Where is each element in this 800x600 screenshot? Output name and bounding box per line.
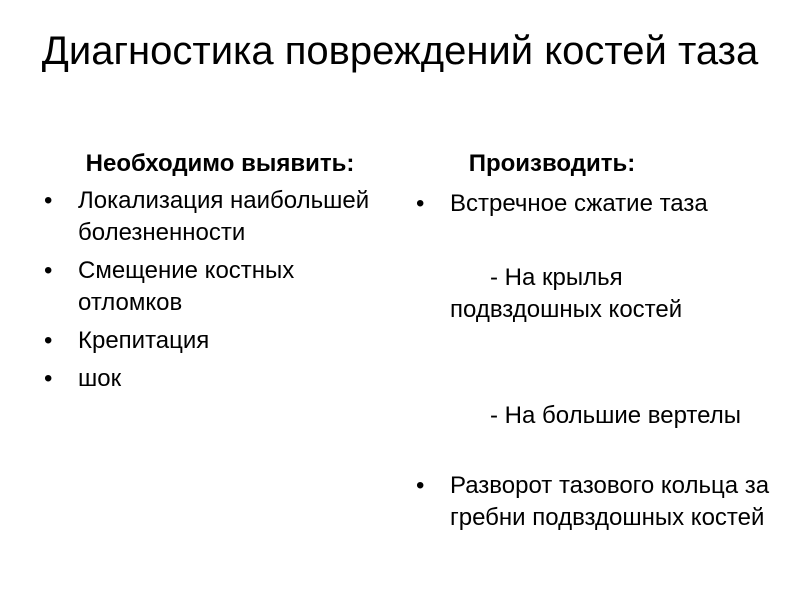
left-column-heading: Необходимо выявить: [85,150,355,177]
list-item-text: Встречное сжатие таза [450,190,708,217]
list-item-text: Крепитация [78,327,210,354]
bullet-icon: • [44,327,53,354]
left-bullet-list [40,185,380,395]
list-item [40,363,380,395]
list-item-text: шок [78,365,122,392]
list-item-text: Разворот тазового кольца за гребни подвздошных костей [450,472,770,531]
bullet-icon: • [416,472,425,499]
sub-item [412,230,772,358]
bullet-icon: • [44,257,53,284]
list-item-text: Смещение костных отломков [78,257,295,316]
sub-item [412,368,772,464]
list-item [40,255,380,319]
bullet-icon: • [416,190,425,217]
list-item [412,470,772,534]
right-bullet-list-continued [412,470,772,534]
list-item [412,188,772,220]
right-column-heading: Производить: [468,150,636,177]
sub-item-text: - На крылья подвздошных костей [450,264,683,323]
bullet-icon: • [44,187,53,214]
list-item-text: Локализация наибольшей болезненности [78,187,370,246]
bullet-icon: • [44,365,53,392]
left-column [40,148,380,395]
slide-title: Диагностика повреждений костей таза [41,29,759,73]
list-item [40,185,380,249]
right-bullet-list [412,188,772,220]
sub-item-text: - На большие вертелы [490,402,741,429]
list-item [40,325,380,357]
right-column [412,148,772,534]
